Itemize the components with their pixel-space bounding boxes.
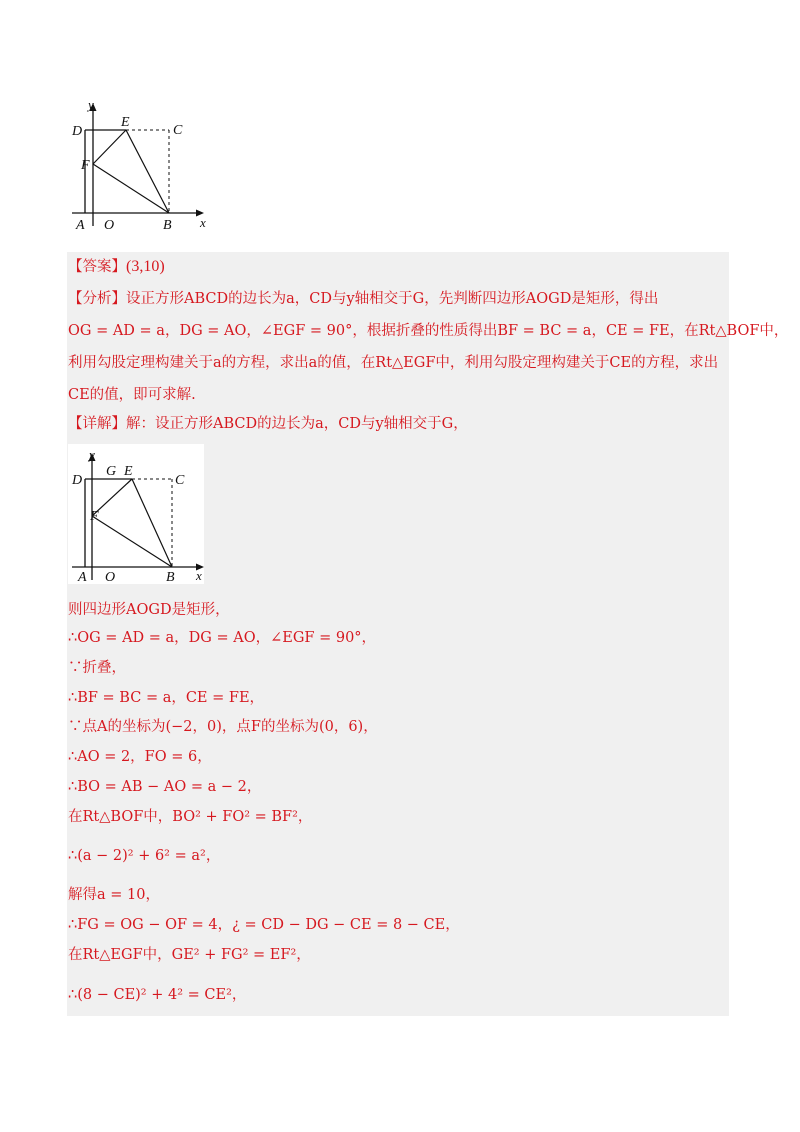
label-O: O xyxy=(105,570,116,585)
analysis-line-2: OG = AD = a，DG = AO，∠EGF = 90°，根据折叠的性质得出BF = BC = a，CE = FE，在Rt△BOF中， xyxy=(68,323,789,339)
detail-step-4: ∴BF = BC = a，CE = FE， xyxy=(68,690,265,706)
figure-1-diagram xyxy=(62,96,212,236)
analysis-line-3: 利用勾股定理构建关于a的方程，求出a的值，在Rt△EGF中，利用勾股定理构建关于CE的方程，求出 xyxy=(68,355,719,371)
analysis-text-1: 设正方形ABCD的边长为a，CD与y轴相交于G，先判断四边形AOGD是矩形，得出 xyxy=(126,291,659,307)
detail-step-2: ∴OG = AD = a，DG = AO，∠EGF = 90°， xyxy=(68,630,377,646)
detail-step-8: 在Rt△BOF中，BO² + FO² = BF²， xyxy=(68,809,313,825)
label-C: C xyxy=(173,123,183,138)
answer-tag: 【答案】 xyxy=(68,259,126,275)
analysis-line-1 xyxy=(68,289,658,309)
detail-tag: 【详解】 xyxy=(68,416,126,432)
label-G: G xyxy=(106,464,117,479)
label-x: x xyxy=(200,215,206,230)
label-A: A xyxy=(76,218,85,233)
label-A: A xyxy=(78,570,87,585)
answer-line xyxy=(68,257,165,277)
analysis-line-4: CE的值，即可求解. xyxy=(68,387,196,403)
detail-step-9: ∴(a − 2)² + 6² = a²， xyxy=(68,848,221,864)
label-E: E xyxy=(121,115,130,130)
detail-step-11: ∴FG = OG − OF = 4，¿ = CD − DG − CE = 8 − CE， xyxy=(68,917,460,933)
label-E: E xyxy=(124,464,133,479)
label-D: D xyxy=(72,124,83,139)
figure-1 xyxy=(62,96,212,236)
figure-2 xyxy=(68,444,208,586)
detail-step-13: ∴(8 − CE)² + 4² = CE²， xyxy=(68,987,247,1003)
detail-intro: 解：设正方形ABCD的边长为a，CD与y轴相交于G， xyxy=(126,416,468,432)
label-D: D xyxy=(72,473,83,488)
label-F: F xyxy=(81,158,90,173)
detail-step-6: ∴AO = 2，FO = 6， xyxy=(68,749,212,765)
label-F: F xyxy=(90,509,99,524)
detail-step-1: 则四边形AOGD是矩形， xyxy=(68,602,230,618)
label-y: y xyxy=(89,447,95,462)
label-x: x xyxy=(196,568,202,583)
detail-step-10: 解得a = 10， xyxy=(68,887,160,903)
label-B: B xyxy=(163,218,172,233)
detail-step-3: ∵折叠， xyxy=(68,660,126,676)
answer-value: (3,10) xyxy=(126,258,165,275)
label-y: y xyxy=(88,97,94,112)
detail-step-12: 在Rt△EGF中，GE² + FG² = EF²， xyxy=(68,947,311,963)
figure-2-diagram xyxy=(68,444,208,586)
label-C: C xyxy=(175,473,185,488)
label-O: O xyxy=(104,218,115,233)
detail-intro-line xyxy=(68,414,468,434)
analysis-tag: 【分析】 xyxy=(68,291,126,307)
label-B: B xyxy=(166,570,175,585)
detail-step-7: ∴BO = AB − AO = a − 2， xyxy=(68,779,262,795)
detail-step-5: ∵点A的坐标为(−2，0)，点F的坐标为(0，6)， xyxy=(68,719,378,735)
